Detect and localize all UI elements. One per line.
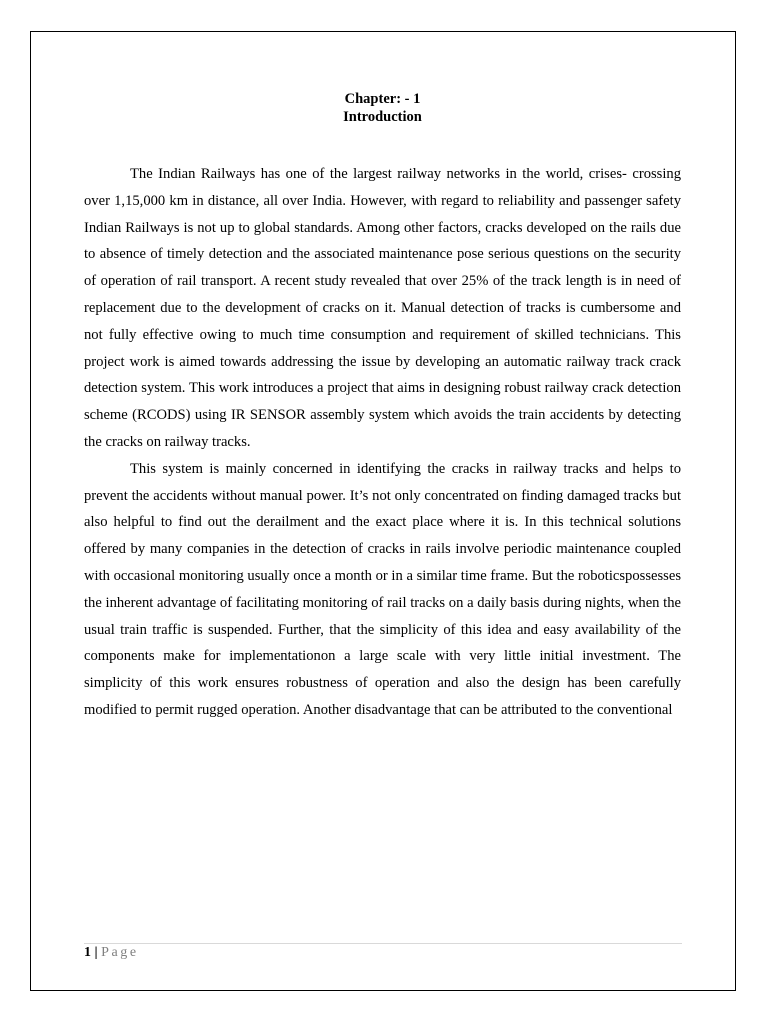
page-word: Page (101, 945, 139, 960)
document-body (84, 91, 681, 724)
chapter-label: Chapter: - 1 (344, 91, 421, 107)
paragraph: This system is mainly concerned in identifying the cracks in railway tracks and helps to prevent the accidents without manual power. It’s not only concentrated on finding damaged tracks but also helpful to find out the derailment and the exact place where it is. In this technical solutions offered by many companies in the detection of cracks in rails involve periodic maintenance coupled with occasional monitoring usually once a month or in a similar time frame. But the roboticspossesses the inherent advantage of facilitating monitoring of rail tracks on a daily basis during nights, when the usual train traffic is suspended. Further, that the simplicity of this idea and easy availability of the components make for implementationon a large scale with very little initial investment. The simplicity of this work ensures robustness of operation and also the design has been carefully modified to permit rugged operation. Another disadvantage that can be attributed to the conventional (84, 460, 681, 718)
chapter-title: Introduction (343, 108, 422, 125)
body-paragraphs (84, 161, 681, 724)
paragraph: The Indian Railways has one of the largest railway networks in the world, crises- crossing over 1,15,000 km in distance, all over India. However, with regard to reliability and passenger safety Indian Railways is not up to global standards. Among other factors, cracks developed on the rails due to absence of timely detection and the associated maintenance pose serious questions on the security of operation of rail transport. A recent study revealed that over 25% of the track length is in need of replacement due to the development of cracks on it. Manual detection of tracks is cumbersome and not fully effective owing to much time consumption and requirement of skilled technicians. This project work is aimed towards addressing the issue by developing an automatic railway track crack detection system. This work introduces a project that aims in designing robust railway crack detection scheme (RCODS) using IR SENSOR assembly system which avoids the train accidents by detecting the cracks on railway tracks. (84, 166, 681, 450)
page-number: 1 (84, 945, 91, 960)
footer-divider (84, 943, 682, 944)
footer-separator: | (91, 945, 102, 960)
page-footer (84, 945, 139, 961)
